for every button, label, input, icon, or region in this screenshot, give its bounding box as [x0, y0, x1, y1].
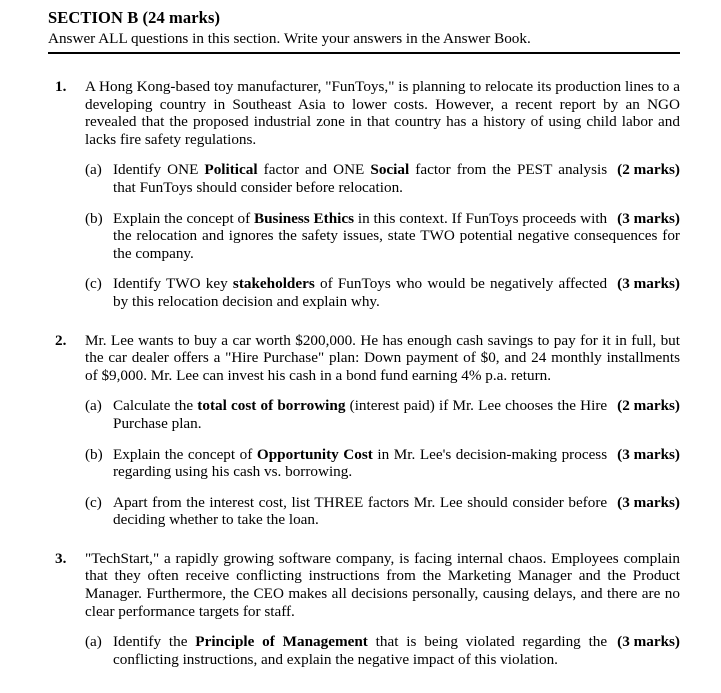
subpart-label: (b) — [85, 209, 103, 227]
question-stem-text: Mr. Lee wants to buy a car worth $200,000. He has enough cash savings to pay for it in full, but the car dealer offers a "Hire Purchase" plan: Down payment of $0, and 24 monthly installments of $9,000. Mr. Lee can invest his cash in a bond fund earning 4% p.a. return. — [85, 331, 680, 384]
question-subpart — [0, 494, 721, 529]
subpart-text-run: in this context. If FunToys proceeds with the relocation and ignores the safety issues, state TWO potential negative consequences for the company. — [113, 209, 680, 262]
question-subpart — [0, 161, 721, 196]
subpart-text-run: Identify TWO key — [113, 275, 233, 293]
question-stem-text: A Hong Kong-based toy manufacturer, "FunToys," is planning to relocate its production lines to a developing country in Southeast Asia to lower costs. However, a recent report by an NGO revealed that the proposed industrial zone in that country has a history of using child labor and lacks fire safety regulations. — [85, 78, 680, 148]
subpart-label: (a) — [85, 161, 102, 179]
key-term: Opportunity Cost — [256, 445, 373, 463]
question-subpart — [0, 275, 721, 310]
subpart-text — [113, 275, 680, 310]
subpart-text — [113, 397, 680, 432]
question-block — [0, 332, 721, 529]
marks-allocation: (3 marks) — [617, 633, 680, 651]
question-block — [0, 550, 721, 669]
marks-allocation: (3 marks) — [617, 209, 680, 227]
section-instruction: Answer ALL questions in this section. Write your answers in the Answer Book. — [48, 30, 531, 47]
question-number: 2. — [55, 331, 67, 349]
subpart-label: (a) — [85, 633, 102, 651]
question-subpart — [0, 633, 721, 668]
key-term: total cost of borrowing — [197, 397, 346, 415]
subpart-list — [0, 633, 721, 668]
subpart-label: (c) — [85, 493, 102, 511]
subpart-text-run: Identify the — [113, 633, 196, 651]
subpart-label: (a) — [85, 397, 102, 415]
question-stem — [0, 78, 721, 148]
question-subpart — [0, 446, 721, 481]
header-divider — [48, 52, 680, 54]
subpart-text-run: Explain the concept of — [113, 209, 254, 227]
question-number: 3. — [55, 549, 67, 567]
section-header — [48, 8, 680, 49]
subpart-text — [113, 633, 680, 668]
question-block — [0, 78, 721, 311]
key-term: Political — [204, 161, 258, 179]
subpart-text-run: Identify ONE — [113, 161, 205, 179]
subpart-text-run: Explain the concept of — [113, 445, 257, 463]
subpart-text-run: factor from the PEST analysis that FunToys should consider before relocation. — [113, 161, 608, 196]
subpart-label: (b) — [85, 445, 103, 463]
subpart-list — [0, 161, 721, 310]
marks-allocation: (2 marks) — [617, 161, 680, 179]
subpart-text — [113, 446, 680, 481]
marks-allocation: (3 marks) — [617, 445, 680, 463]
marks-allocation: (3 marks) — [617, 275, 680, 293]
subpart-list — [0, 397, 721, 529]
marks-allocation: (3 marks) — [617, 493, 680, 511]
subpart-text-run: that is being violated regarding the conflicting instructions, and explain the negative impact of this violation. — [113, 633, 608, 668]
subpart-text-run: (interest paid) if Mr. Lee chooses the Hire Purchase plan. — [113, 397, 608, 432]
key-term: Social — [370, 161, 410, 179]
subpart-text-run: factor and ONE — [257, 161, 371, 179]
question-subpart — [0, 210, 721, 263]
subpart-text — [113, 161, 680, 196]
subpart-text-run: in Mr. Lee's decision-making process regarding using his cash vs. borrowing. — [113, 445, 608, 481]
key-term: stakeholders — [232, 275, 315, 293]
subpart-text — [113, 494, 680, 529]
key-term: Business Ethics — [253, 209, 355, 227]
question-stem-text: "TechStart," a rapidly growing software company, is facing internal chaos. Employees complain that they often receive conflicting instructions from the Marketing Manager and the Product Manager. Furthermore, the CEO makes all decisions personally, causing delays, and there are no clear performance targets for staff. — [85, 549, 680, 620]
key-term: Principle of Management — [195, 633, 368, 651]
subpart-text-run: of FunToys who would be negatively affected by this relocation decision and explain why. — [113, 275, 608, 310]
question-stem — [0, 332, 721, 385]
question-subpart — [0, 397, 721, 432]
marks-allocation: (2 marks) — [617, 397, 680, 415]
subpart-text-run: Calculate the — [113, 397, 198, 415]
subpart-text-run: Apart from the interest cost, list THREE factors Mr. Lee should consider before deciding whether to take the loan. — [113, 493, 608, 529]
question-list — [0, 78, 721, 689]
subpart-text — [113, 210, 680, 263]
question-number: 1. — [55, 78, 67, 95]
page-title: SECTION B (24 marks) — [48, 8, 221, 27]
subpart-label: (c) — [85, 275, 102, 293]
question-stem — [0, 550, 721, 620]
